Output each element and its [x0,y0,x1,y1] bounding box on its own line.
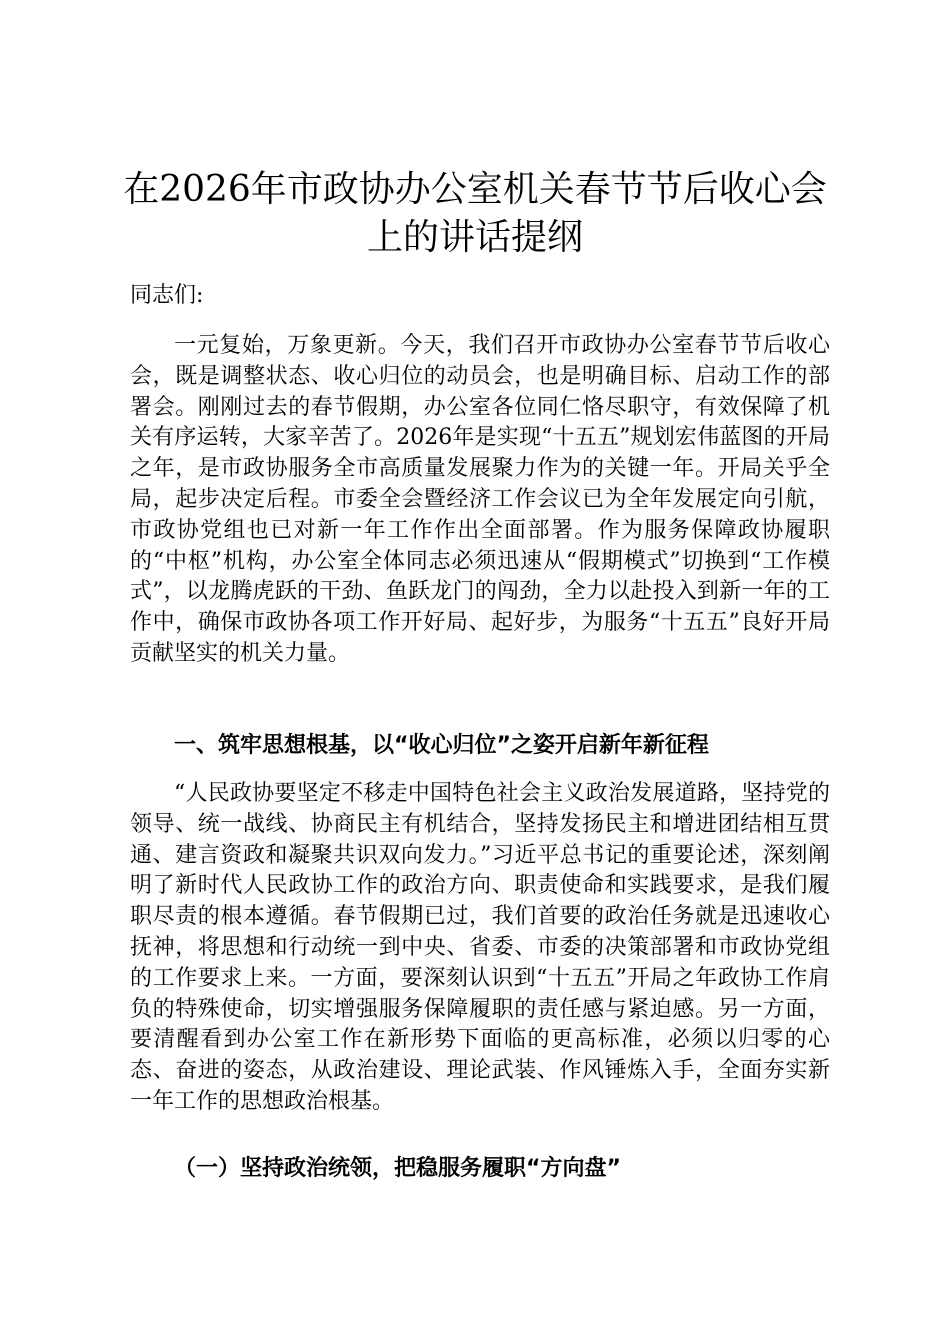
section-heading-1: 一、筑牢思想根基，以“收心归位”之姿开启新年新征程 [174,733,709,758]
salutation: 同志们: [130,283,204,308]
title-line-1: 在2026年市政协办公室机关春节节后收心会 [123,169,827,210]
title-line-2: 上的讲话提纲 [366,217,583,258]
section-1-paragraph: “人民政协要坚定不移走中国特色社会主义政治发展道路，坚持党的领导、统一战线、协商民主有机结合，坚持发扬民主和增进团结相互贯通、建言资政和凝聚共识双向发力。”习近平总书记的重要论述，深刻阐明了新时代人民政协工作的政治方向、职责使命和实践要求，是我们履职尽责的根本遵循。春节假期已过，我们首要的政治任务就是迅速收心抚神，将思想和行动统一到中央、省委、市委的决策部署和市政协党组的工作要求上来。一方面，要深刻认识到“十五五”开局之年政协工作肩负的特殊使命，切实增强服务保障履职的责任感与紧迫感。另一方面，要清醒看到办公室工作在新形势下面临的更高标准，必须以归零的心态、奋进的姿态，从政治建设、理论武装、作风锤炼入手，全面夯实新一年工作的思想政治根基。 [130,781,830,1114]
document-title [100,166,850,262]
subsection-heading-1: （一）坚持政治统领，把稳服务履职“方向盘” [174,1156,621,1181]
opening-paragraph: 一元复始，万象更新。今天，我们召开市政协办公室春节节后收心会，既是调整状态、收心归位的动员会，也是明确目标、启动工作的部署会。刚刚过去的春节假期，办公室各位同仁恪尽职守，有效保障了机关有序运转，大家辛苦了。2026年是实现“十五五”规划宏伟蓝图的开局之年，是市政协服务全市高质量发展聚力作为的关键一年。开局关乎全局，起步决定后程。市委全会暨经济工作会议已为全年发展定向引航，市政协党组也已对新一年工作作出全面部署。作为服务保障政协履职的“中枢”机构，办公室全体同志必须迅速从“假期模式”切换到“工作模式”，以龙腾虎跃的干劲、鱼跃龙门的闯劲，全力以赴投入到新一年的工作中，确保市政协各项工作开好局、起好步，为服务“十五五”良好开局贡献坚实的机关力量。 [130,333,830,666]
